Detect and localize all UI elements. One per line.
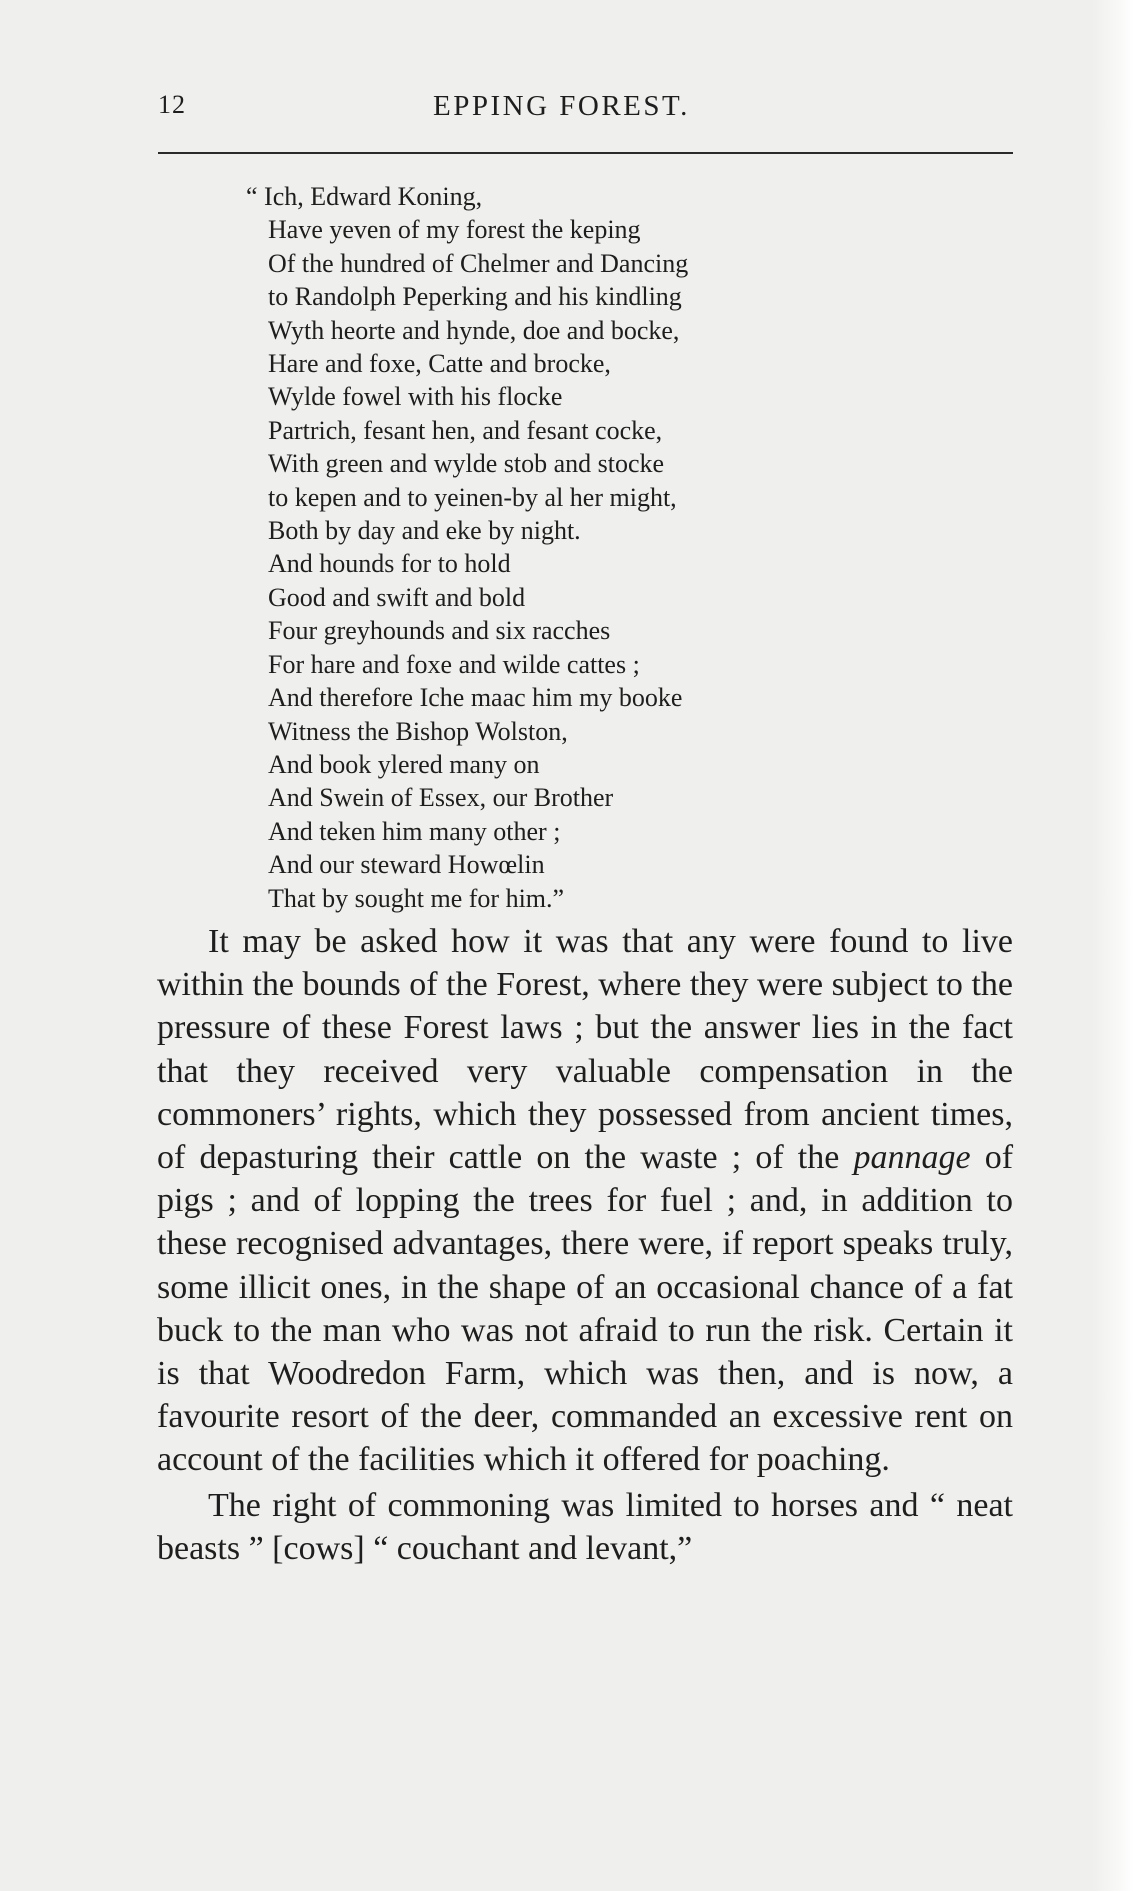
body-text xyxy=(157,920,1013,1570)
poem-line: Wyth heorte and hynde, doe and bocke, xyxy=(268,315,680,345)
poem-line: Wylde fowel with his flocke xyxy=(268,382,563,412)
poem-line: Witness the Bishop Wolston, xyxy=(268,716,568,746)
paragraph-text: It may be asked how it was that any were found to live within the bounds of the Forest, where they were subject to the pressure of these Forest laws ; but the answer lies in the fact that they received very valuable compensation in the commoners’ rights, which they possessed from ancient times, of depasturing their cattle on the waste ; of the xyxy=(157,923,1013,1177)
poem-line: And hounds for to hold xyxy=(268,549,511,579)
header-rule xyxy=(158,152,1013,154)
paragraph-text: of pigs ; and of lopping the trees for fuel ; and, in addition to these recognised advantages, there were, if report speaks truly, some illicit ones, in the shape of an occasional chance of a fat buck to the man who was not afraid to run the risk. Certain it is that Woodredon Farm, which was then, and is now, a favourite resort of the deer, commanded an excessive rent on account of the facilities which it offered for poaching. xyxy=(157,1139,1014,1479)
running-title: EPPING FOREST. xyxy=(433,90,690,122)
poem-line: Partrich, fesant hen, and fesant cocke, xyxy=(268,415,663,445)
paragraph-commoners-rights xyxy=(157,920,1013,1482)
poem-line: With green and wylde stob and stocke xyxy=(268,449,665,479)
poem-line: And Swein of Essex, our Brother xyxy=(268,783,614,813)
page-edge xyxy=(1092,0,1134,1891)
page-header xyxy=(158,90,1008,130)
italic-term-pannage: pannage xyxy=(853,1139,971,1177)
poem-line: to kepen and to yeinen-by al her might, xyxy=(268,482,677,512)
poem-line: to Randolph Peperking and his kindling xyxy=(268,282,682,312)
poem-line: Four greyhounds and six racches xyxy=(268,616,611,646)
poem-line: And book ylered many on xyxy=(268,749,540,779)
poem-line: Good and swift and bold xyxy=(268,582,526,612)
poem-quotation xyxy=(246,180,908,915)
poem-line: And therefore Iche maac him my booke xyxy=(268,683,683,713)
poem-line: For hare and foxe and wilde cattes ; xyxy=(268,649,640,679)
paragraph-right-of-commoning xyxy=(157,1484,1013,1570)
poem-line: Hare and foxe, Catte and brocke, xyxy=(268,349,611,379)
poem-line: Have yeven of my forest the keping xyxy=(268,215,641,245)
poem-line: And teken him many other ; xyxy=(268,816,561,846)
poem-line: Of the hundred of Chelmer and Dancing xyxy=(268,248,689,278)
poem-line: Both by day and eke by night. xyxy=(268,516,581,546)
poem-line: “ Ich, Edward Koning, xyxy=(246,182,483,211)
poem-line: And our steward Howœlin xyxy=(268,850,545,880)
page-number: 12 xyxy=(158,90,186,119)
poem-line: That by sought me for him.” xyxy=(268,883,565,913)
paragraph-text: The right of commoning was limited to horses and “ neat beasts ” [cows] “ couchant and levant,” xyxy=(157,1486,1013,1567)
